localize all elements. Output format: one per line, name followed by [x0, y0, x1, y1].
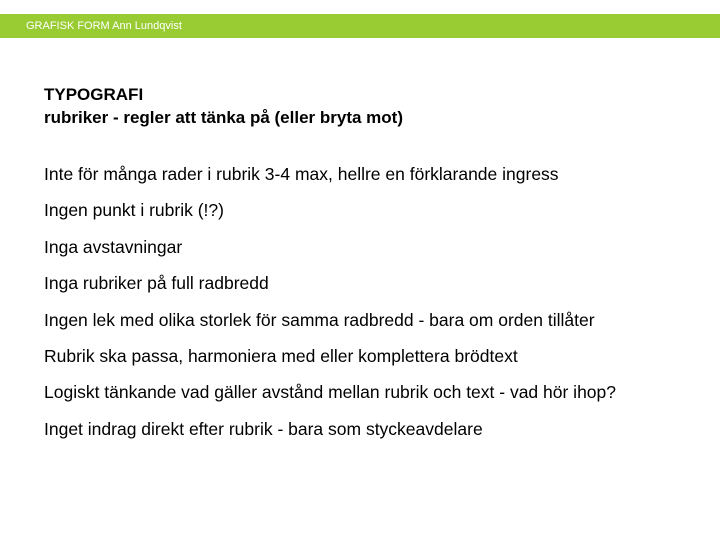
rule-item: Logiskt tänkande vad gäller avstånd mellan rubrik och text - vad hör ihop? — [44, 382, 616, 403]
rule-item: Inget indrag direkt efter rubrik - bara som styckeavdelare — [44, 418, 483, 439]
rule-item: Inga rubriker på full radbredd — [44, 273, 269, 294]
rule-item: Ingen punkt i rubrik (!?) — [44, 200, 224, 221]
title-line-1: TYPOGRAFI — [44, 85, 144, 104]
header-band — [0, 14, 720, 38]
slide-title — [44, 83, 403, 129]
title-line-2: rubriker - regler att tänka på (eller bryta mot) — [44, 108, 403, 127]
rule-item: Inte för många rader i rubrik 3-4 max, hellre en förklarande ingress — [44, 164, 559, 184]
header-text: GRAFISK FORM Ann Lundqvist — [26, 20, 182, 32]
rule-item: Rubrik ska passa, harmoniera med eller komplettera brödtext — [44, 345, 518, 366]
rule-item: Inga avstavningar — [44, 236, 183, 257]
rules-list — [44, 164, 616, 455]
rule-item: Ingen lek med olika storlek för samma radbredd - bara om orden tillåter — [44, 309, 595, 330]
